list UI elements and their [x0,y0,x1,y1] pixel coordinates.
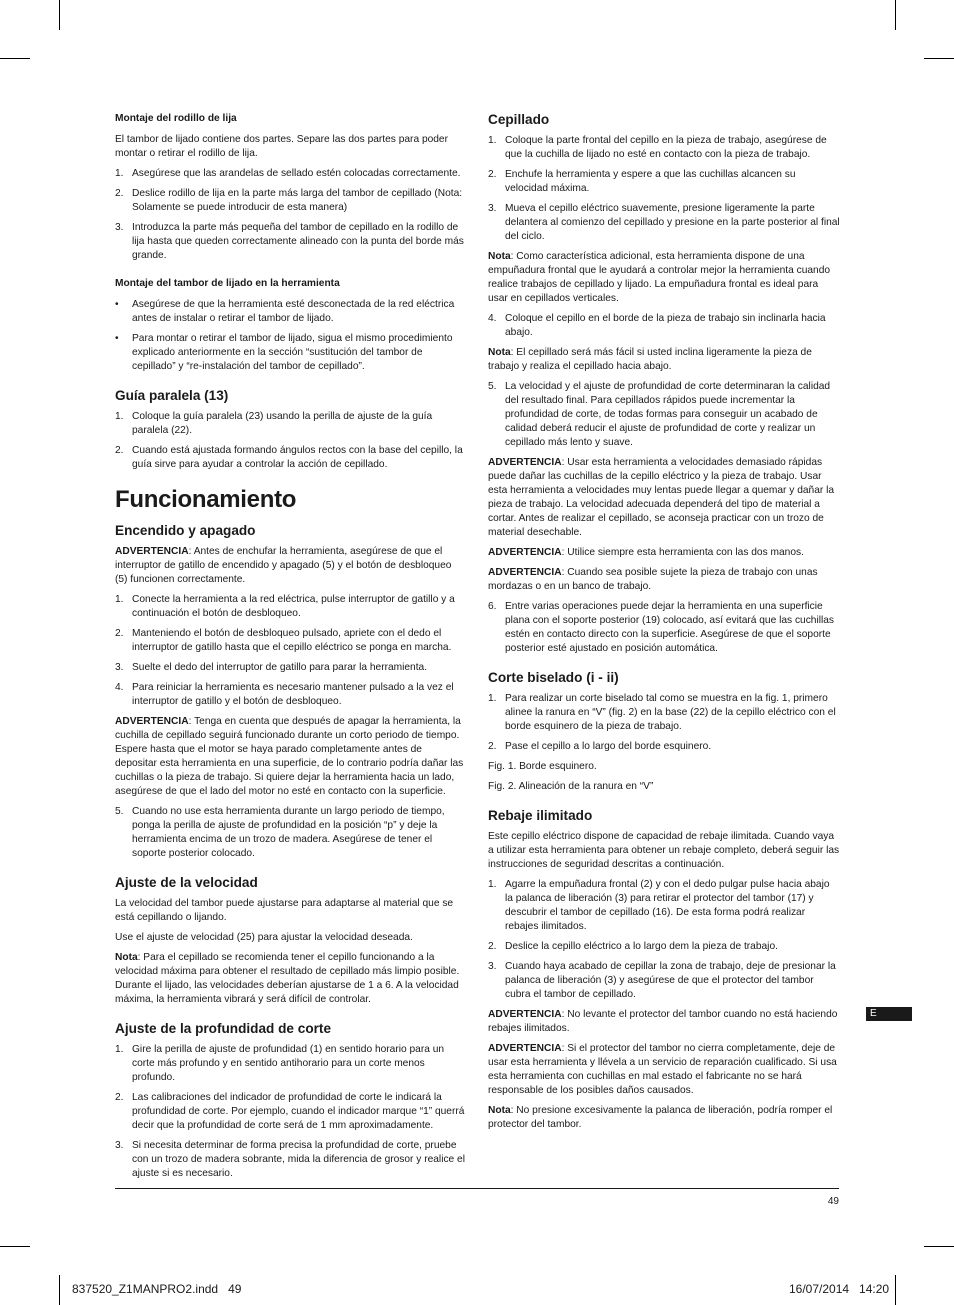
list-item: 3. Si necesita determinar de forma precisa la profundidad de corte, pruebe con un trozo de madera sobrante, mida la diferencia de grosor y realice el ajuste si es necesario. [115,1140,465,1179]
list-item: 3. Introduzca la parte más pequeña del tambor de cepillado en la rodillo de lija hasta que queden correctamente alineado con la punta del borde más grande. [115,222,464,261]
warning: ADVERTENCIA: Si el protector del tambor no cierra completamente, deje de usar esta herramienta y llévela a un servicio de reparación cualificado. Si usa esta herramienta con cuchillas en mal estado el fabricante no se hará responsable de los posibles daños causados. [488,1043,837,1096]
paragraph: El tambor de lijado contiene dos partes. Separe las dos partes para poder montar o retirar el rodillo de lija. [115,134,448,159]
list-item: • Para montar o retirar el tambor de lijado, sigua el mismo procedimiento explicado anteriormente en la sección “sustitución del tambor de cepillado” y “re-instalación del tambor de cepillado”. [115,333,453,372]
crop-mark [895,0,896,30]
list-item: 3. Mueva el cepillo eléctrico suavemente, presione ligeramente la parte delantera al comienzo del cepillado y presione en la parte posterior al final del ciclo. [488,203,840,242]
crop-mark [59,1275,60,1305]
crop-mark [924,58,954,59]
list-item: 2. Enchufe la herramienta y espere a que las cuchillas alcancen su velocidad máxima. [488,169,796,194]
left-column [115,112,465,1187]
list-item: 3. Cuando haya acabado de cepillar la zona de trabajo, deje de presionar la palanca de liberación (3) y asegúrese de que el protector del tambor cubra el tambor de cepillado. [488,961,836,1000]
figure-caption: Fig. 2. Alineación de la ranura en “V” [488,781,654,792]
list-item: 2. Deslice la cepillo eléctrico a lo largo dem la pieza de trabajo. [488,941,778,952]
warning: ADVERTENCIA: Cuando sea posible sujete la pieza de trabajo con unas mordazas o en un banco de trabajo. [488,567,818,592]
note: Nota: Para el cepillado se recomienda tener el cepillo funcionando a la velocidad máxima para obtener el resultado de cepillado más limpio posible. Durante el lijado, las velocidades deberían ajustarse de 1 a 6. A la velocidad máxima, la herramienta vibrará y será difícil de controlar. [115,952,460,1005]
list-item: 2. Las calibraciones del indicador de profundidad de corte le indicará la profundidad de corte. Por ejemplo, cuando el indicador marque “1” querrá decir que la profundidad de corte será de 1 mm aproximadamente. [115,1092,465,1131]
list-item: 1. Conecte la herramienta a la red eléctrica, pulse interruptor de gatillo y a continuación el botón de desbloqueo. [115,594,455,619]
warning: ADVERTENCIA: Utilice siempre esta herramienta con las dos manos. [488,547,804,558]
print-slug-file: 837520_Z1MANPRO2.indd 49 [72,1282,242,1296]
print-slug-date: 16/07/2014 14:20 [789,1282,890,1296]
section-heading: Cepillado [488,112,550,127]
crop-mark [895,1275,896,1305]
list-item: 4. Coloque el cepillo en el borde de la pieza de trabajo sin inclinarla hacia abajo. [488,313,826,338]
list-item: 1. Agarre la empuñadura frontal (2) y con el dedo pulgar pulse hacia abajo la palanca de liberación (3) para retirar el protector del tambor (17) y descubrir el tambor de cepillado (16). De esta forma podrá realizar rebajes ilimitados. [488,879,830,932]
list-item: 1. Para realizar un corte biselado tal como se muestra en la fig. 1, primero alinee la ranura en “V” (fig. 2) en la base (22) de la cepillo eléctrico con el borde esquinero de la pieza de trabajo. [488,693,836,732]
section-heading: Ajuste de la velocidad [115,875,258,890]
warning: ADVERTENCIA: Antes de enchufar la herramienta, asegúrese de que el interruptor de gatillo de encendido y apagado (5) y el botón de desbloqueo (5) funcionen correctamente. [115,546,452,585]
list-item: 2. Cuando está ajustada formando ángulos rectos con la base del cepillo, la guía sirve para ayudar a controlar la acción de cepillado. [115,445,463,470]
list-item: 5. Cuando no use esta herramienta durante un largo periodo de tiempo, ponga la perilla de ajuste de profundidad en la posición “p” y deje la herramienta encima de un trozo de madera. Asegúrese de tener el soporte posterior colocado. [115,806,445,859]
list-item: 2. Manteniendo el botón de desbloqueo pulsado, apriete con el dedo el interruptor de gatillo hasta que el cepillo eléctrico se ponga en marcha. [115,628,452,653]
list-item: 2. Pase el cepillo a lo largo del borde esquinero. [488,741,712,752]
section-title: Montaje del rodillo de lija [115,113,237,124]
list-item: 4. Para reiniciar la herramienta es necesario mantener pulsado a la vez el interruptor de gatillo y el botón de desbloqueo. [115,682,454,707]
list-item: 6. Entre varias operaciones puede dejar la herramienta en una superficie plana con el soporte posterior (19) colocado, así evitará que las cuchillas estén en contacto directo con la superficie. Asegúrese de que el soporte posterior esté ajustado en posición automática. [488,601,835,654]
section-title: Montaje del tambor de lijado en la herramienta [115,278,340,289]
page-number: 49 [827,1196,839,1207]
list-item: • Asegúrese de que la herramienta esté desconectada de la red eléctrica antes de instalar o retirar el tambor de lijado. [115,299,455,324]
crop-mark [0,1246,30,1247]
footer-rule [115,1188,839,1189]
warning: ADVERTENCIA: Tenga en cuenta que después de apagar la herramienta, la cuchilla de cepillado seguirá funcionado durante un corto periodo de tiempo. Espere hasta que el motor se haya parado completamente antes de depositar esta herramienta en una superficie, de lo contrario podría dañar las cuchillas o la pieza de trabajo. Si quiere dejar la herramienta hacia un lado, asegúrese de que el lado del motor no esté en contacto con la superficie. [115,716,464,797]
paragraph: La velocidad del tambor puede ajustarse para adaptarse al material que se está cepillando o lijando. [115,898,454,923]
section-heading: Guía paralela (13) [115,388,229,403]
language-tab: E [866,1007,912,1021]
warning: ADVERTENCIA: No levante el protector del tambor cuando no está haciendo rebajes ilimitados. [488,1009,838,1034]
section-heading: Corte biselado (i - ii) [488,670,619,685]
figure-caption: Fig. 1. Borde esquinero. [488,761,597,772]
list-item: 5. La velocidad y el ajuste de profundidad de corte determinaran la calidad del resultado final. Para cepillados rápidos puede incrementar la profundidad de corte, de todas formas para conseguir un acabado de calidad deberá reducir el ajuste de profundidad de corte y realizar un cepillado más lento y suave. [488,381,831,448]
right-column [488,112,840,1138]
paragraph: Este cepillo eléctrico dispone de capacidad de rebaje ilimitada. Cuando vaya a utilizar esta herramienta para obtener un rebaje completo, deberá seguir las instrucciones de seguridad descritas a continuación. [488,831,840,870]
note: Nota: El cepillado será más fácil si usted inclina ligeramente la pieza de trabajo y realiza el cepillado hacia abajo. [488,347,812,372]
list-item: 1. Coloque la parte frontal del cepillo en la pieza de trabajo, asegúrese de que la cuchilla de lijado no esté en contacto con la pieza de trabajo. [488,135,827,160]
warning: ADVERTENCIA: Usar esta herramienta a velocidades demasiado rápidas puede dañar las cuchillas de la cepillo eléctrico y la pieza de trabajo. Usar esta herramienta a velocidades muy lentas puede llegar a quemar y dañar la pieza de trabajo. La velocidad adecuada dependerá del tipo de material a cortar. Antes de realizar el cepillado, se aconseja practicar con un trozo de material desechable. [488,457,835,538]
crop-mark [924,1246,954,1247]
list-item: 2. Deslice rodillo de lija en la parte más larga del tambor de cepillado (Nota: Solamente se puede introducir de esta manera) [115,188,463,213]
list-item: 1. Coloque la guía paralela (23) usando la perilla de ajuste de la guía paralela (22). [115,411,433,436]
paragraph: Use el ajuste de velocidad (25) para ajustar la velocidad deseada. [115,932,413,943]
section-heading: Rebaje ilimitado [488,808,593,823]
main-title: Funcionamiento [115,486,297,513]
list-item: 3. Suelte el dedo del interruptor de gatillo para parar la herramienta. [115,662,428,673]
note: Nota: Como característica adicional, esta herramienta dispone de una empuñadura frontal que le ayudará a controlar mejor la herramienta cuando realice trabajos de cepillado y lijado. La empuñadura frontal es ideal para usar en cepillados verticales. [488,251,831,304]
list-item: 1. Gire la perilla de ajuste de profundidad (1) en sentido horario para un corte más profundo y en sentido antihorario para un corte menos profundo. [115,1044,445,1083]
section-heading: Ajuste de la profundidad de corte [115,1021,332,1036]
list-item: 1. Asegúrese que las arandelas de sellado estén colocadas correctamente. [115,168,461,179]
crop-mark [0,58,30,59]
crop-mark [59,0,60,30]
section-heading: Encendido y apagado [115,523,256,538]
note: Nota: No presione excesivamente la palanca de liberación, podría romper el protector del tambor. [488,1105,833,1130]
